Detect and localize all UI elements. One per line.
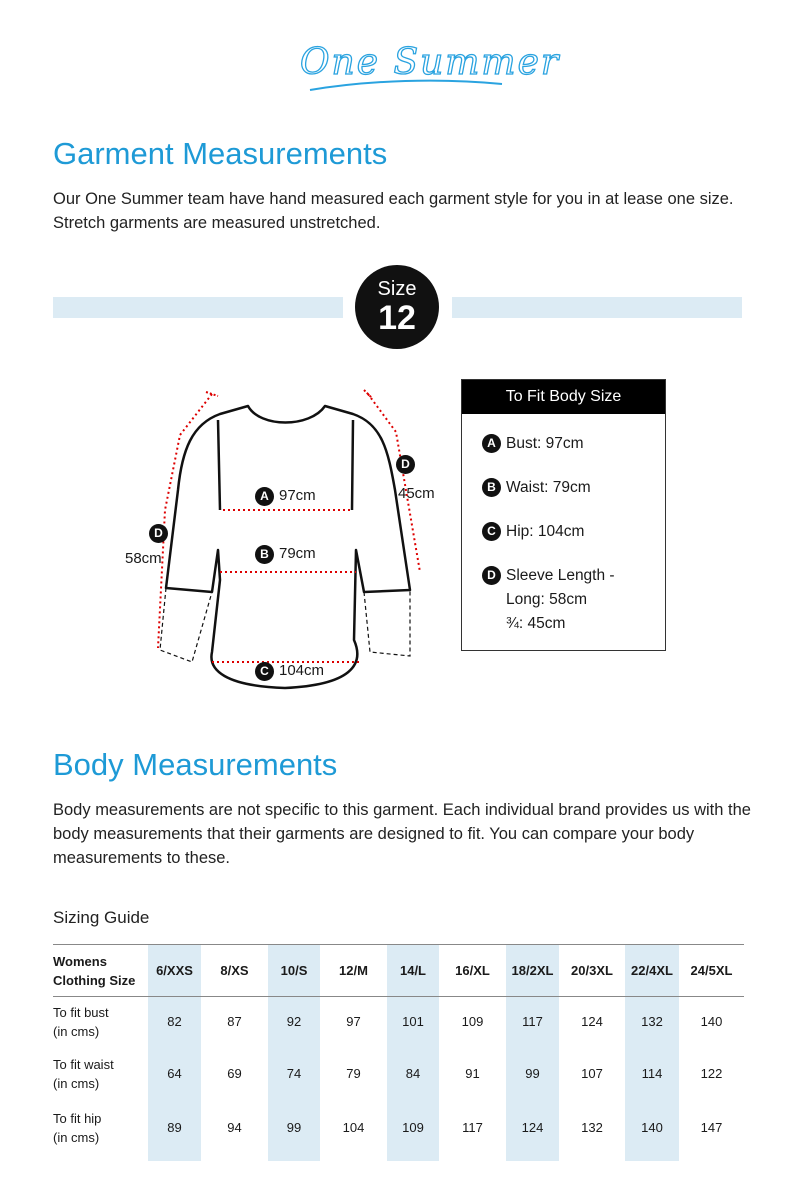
- label-bust: [255, 485, 316, 506]
- column-header: 20/3XL: [571, 963, 613, 978]
- row-label: To fit hip (in cms): [53, 1110, 102, 1145]
- fit-item-waist: [482, 476, 591, 500]
- badge-c-icon: C: [255, 662, 274, 681]
- row-label: To fit waist (in cms): [53, 1056, 114, 1091]
- label-waist: [255, 543, 316, 564]
- size-badge-value: 12: [378, 299, 416, 337]
- table-cell: 147: [700, 1120, 723, 1135]
- sizing-guide-title: Sizing Guide: [53, 908, 150, 927]
- table-cell: 104: [342, 1120, 365, 1135]
- table-cell: 89: [148, 1101, 201, 1155]
- table-cell: 101: [387, 997, 439, 1047]
- table-bottom-spacer: [53, 1155, 744, 1161]
- fit-item-text: Hip: 104cm: [506, 523, 585, 540]
- waist-value: 79cm: [279, 545, 316, 562]
- bust-value: 97cm: [279, 487, 316, 504]
- logo-text: One Summer: [300, 42, 561, 83]
- hip-value: 104cm: [279, 662, 325, 679]
- sleeve-short-value: 45cm: [398, 485, 435, 502]
- badge-a-icon: A: [482, 434, 501, 453]
- badge-b-icon: B: [482, 478, 501, 497]
- column-header: 18/2XL: [506, 945, 559, 997]
- divider-band-left: [53, 297, 343, 318]
- fit-item-bust: [482, 432, 584, 456]
- garment-diagram: [120, 380, 450, 700]
- column-header: 14/L: [387, 945, 439, 997]
- fit-item-text: Sleeve Length - Long: 58cm ¾: 45cm: [506, 567, 615, 632]
- column-header: 8/XS: [220, 963, 249, 978]
- table-cell: 79: [346, 1066, 361, 1081]
- table-cell: 117: [506, 997, 559, 1047]
- table-cell: 124: [506, 1101, 559, 1155]
- body-measurements-title: Body Measurements: [53, 747, 338, 782]
- table-cell: 84: [387, 1047, 439, 1101]
- table-cell: 107: [581, 1066, 603, 1081]
- fit-item-text: Bust: 97cm: [506, 435, 584, 452]
- table-row-hip: [53, 1101, 744, 1155]
- column-header: 6/XXS: [148, 945, 201, 997]
- column-header: 10/S: [268, 945, 320, 997]
- long-sleeve-right: [364, 590, 410, 656]
- table-cell: 114: [625, 1047, 679, 1101]
- table-cell: 94: [227, 1120, 242, 1135]
- divider-band-right: [452, 297, 742, 318]
- table-cell: 122: [700, 1066, 723, 1081]
- table-cell: 82: [148, 997, 201, 1047]
- table-cell: 64: [148, 1047, 201, 1101]
- fit-item-hip: [482, 520, 584, 544]
- table-cell: 132: [625, 997, 679, 1047]
- table-cell: 117: [462, 1120, 483, 1135]
- table-cell: 87: [227, 1014, 242, 1030]
- label-hip: [255, 660, 324, 681]
- to-fit-body-size-box: [461, 379, 666, 651]
- body-intro-text: Body measurements are not specific to this garment. Each individual brand provides us with the body measurements that their garments are designed to fit. You can compare your body measurements to these.: [53, 801, 751, 867]
- table-cell: 124: [581, 1014, 603, 1030]
- row-label: To fit bust (in cms): [53, 1004, 109, 1039]
- table-cell: 92: [268, 997, 320, 1047]
- table-cell: 97: [346, 1014, 361, 1030]
- table-cell: 140: [700, 1014, 723, 1030]
- table-cell: 69: [227, 1066, 242, 1081]
- fit-item-text: Waist: 79cm: [506, 479, 591, 496]
- garment-measurements-title: Garment Measurements: [53, 136, 388, 171]
- table-row-waist: [53, 1047, 744, 1101]
- badge-d-icon: D: [482, 566, 501, 585]
- sizing-table: [53, 944, 744, 1161]
- fit-box-header: To Fit Body Size: [462, 380, 665, 414]
- long-sleeve-left: [160, 588, 212, 662]
- column-header: 12/M: [339, 963, 368, 978]
- badge-d-short-icon: D: [396, 455, 415, 474]
- table-cell: 109: [387, 1101, 439, 1155]
- table-cell: 109: [461, 1014, 484, 1030]
- size-badge: [355, 265, 439, 349]
- column-header: 24/5XL: [690, 963, 733, 978]
- header-label: Womens Clothing Size: [53, 953, 136, 988]
- table-cell: 91: [465, 1066, 480, 1081]
- sleeve-long-value: 58cm: [125, 550, 162, 567]
- table-row-bust: [53, 997, 744, 1047]
- column-header: 16/XL: [455, 963, 490, 978]
- badge-a-icon: A: [255, 487, 274, 506]
- table-cell: 99: [506, 1047, 559, 1101]
- badge-b-icon: B: [255, 545, 274, 564]
- size-badge-label: Size: [377, 278, 417, 300]
- column-header: 22/4XL: [625, 945, 679, 997]
- table-cell: 99: [268, 1101, 320, 1155]
- table-cell: 140: [625, 1101, 679, 1155]
- fit-item-sleeve: [482, 564, 615, 636]
- sizing-header-row: [53, 945, 744, 997]
- garment-intro-text: Our One Summer team have hand measured each garment style for you in at lease one size. Stretch garments are measured unstretched.: [53, 190, 734, 232]
- table-cell: 132: [581, 1120, 603, 1135]
- badge-c-icon: C: [482, 522, 501, 541]
- one-summer-logo: [290, 22, 561, 102]
- table-cell: 74: [268, 1047, 320, 1101]
- badge-d-long-icon: D: [149, 524, 168, 543]
